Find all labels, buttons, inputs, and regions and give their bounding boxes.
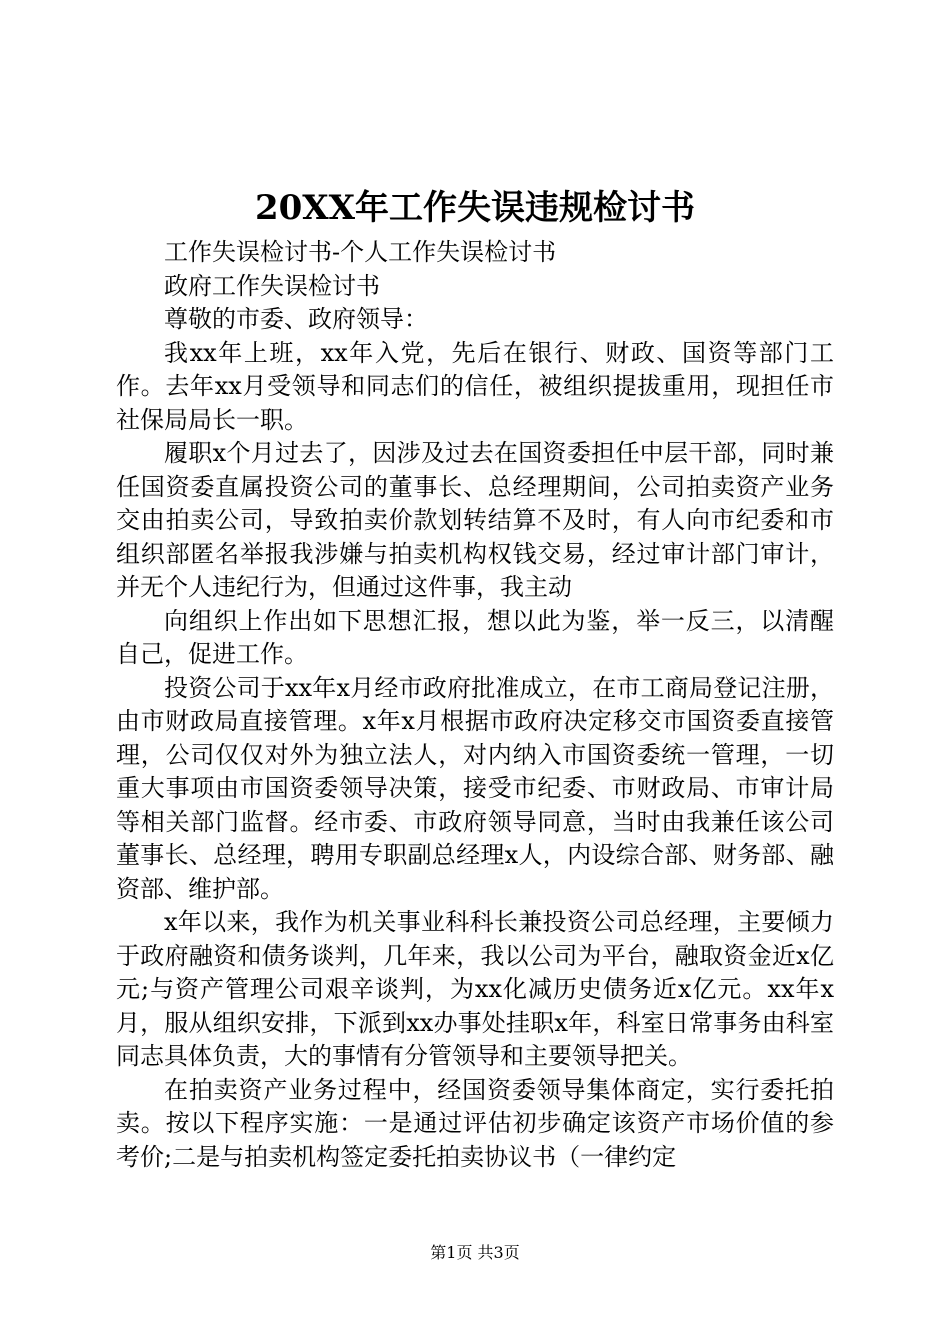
- paragraph: 投资公司于xx年x月经市政府批准成立，在市工商局登记注册，由市财政局直接管理。x年x月根据市政府决定移交市国资委直接管理，公司仅仅对外为独立法人，对内纳入市国资委统一管理，一切重大事项由市国资委领导决策，接受市纪委、市财政局、市审计局等相关部门监督。经市委、市政府领导同意，当时由我兼任该公司董事长、总经理，聘用专职副总经理x人，内设综合部、财务部、融资部、维护部。: [116, 673, 834, 903]
- page-number-footer: 第1页 共3页: [430, 1243, 520, 1262]
- document-title: 20XX年工作失误违规检讨书: [254, 188, 696, 228]
- document-body: [116, 236, 834, 1174]
- paragraph-subtitle: 工作失误检讨书-个人工作失误检讨书: [164, 238, 557, 266]
- paragraph: x年以来，我作为机关事业科科长兼投资公司总经理，主要倾力于政府融资和债务谈判，几年来，我以公司为平台，融取资金近x亿元;与资产管理公司艰辛谈判，为xx化减历史债务近x亿元。xx年x月，服从组织安排，下派到xx办事处挂职x年，科室日常事务由科室同志具体负责，大的事情有分管领导和主要领导把关。: [116, 908, 834, 1070]
- paragraph-heading: 政府工作失误检讨书: [164, 271, 380, 300]
- paragraph: 在拍卖资产业务过程中，经国资委领导集体商定，实行委托拍卖。按以下程序实施：一是通过评估初步确定该资产市场价值的参考价;二是与拍卖机构签定委托拍卖协议书（一律约定: [116, 1075, 834, 1171]
- paragraph: 向组织上作出如下思想汇报，想以此为鉴，举一反三，以清醒自己，促进工作。: [116, 606, 834, 668]
- paragraph: 履职x个月过去了，因涉及过去在国资委担任中层干部，同时兼任国资委直属投资公司的董事长、总经理期间，公司拍卖资产业务交由拍卖公司，导致拍卖价款划转结算不及时，有人向市纪委和市组织部匿名举报我涉嫌与拍卖机构权钱交易，经过审计部门审计，并无个人违纪行为，但通过这件事，我主动: [116, 439, 834, 601]
- paragraph: 我xx年上班，xx年入党，先后在银行、财政、国资等部门工作。去年xx月受领导和同志们的信任，被组织提拔重用，现担任市社保局局长一职。: [116, 338, 834, 434]
- paragraph-salutation: 尊敬的市委、政府领导：: [164, 305, 428, 333]
